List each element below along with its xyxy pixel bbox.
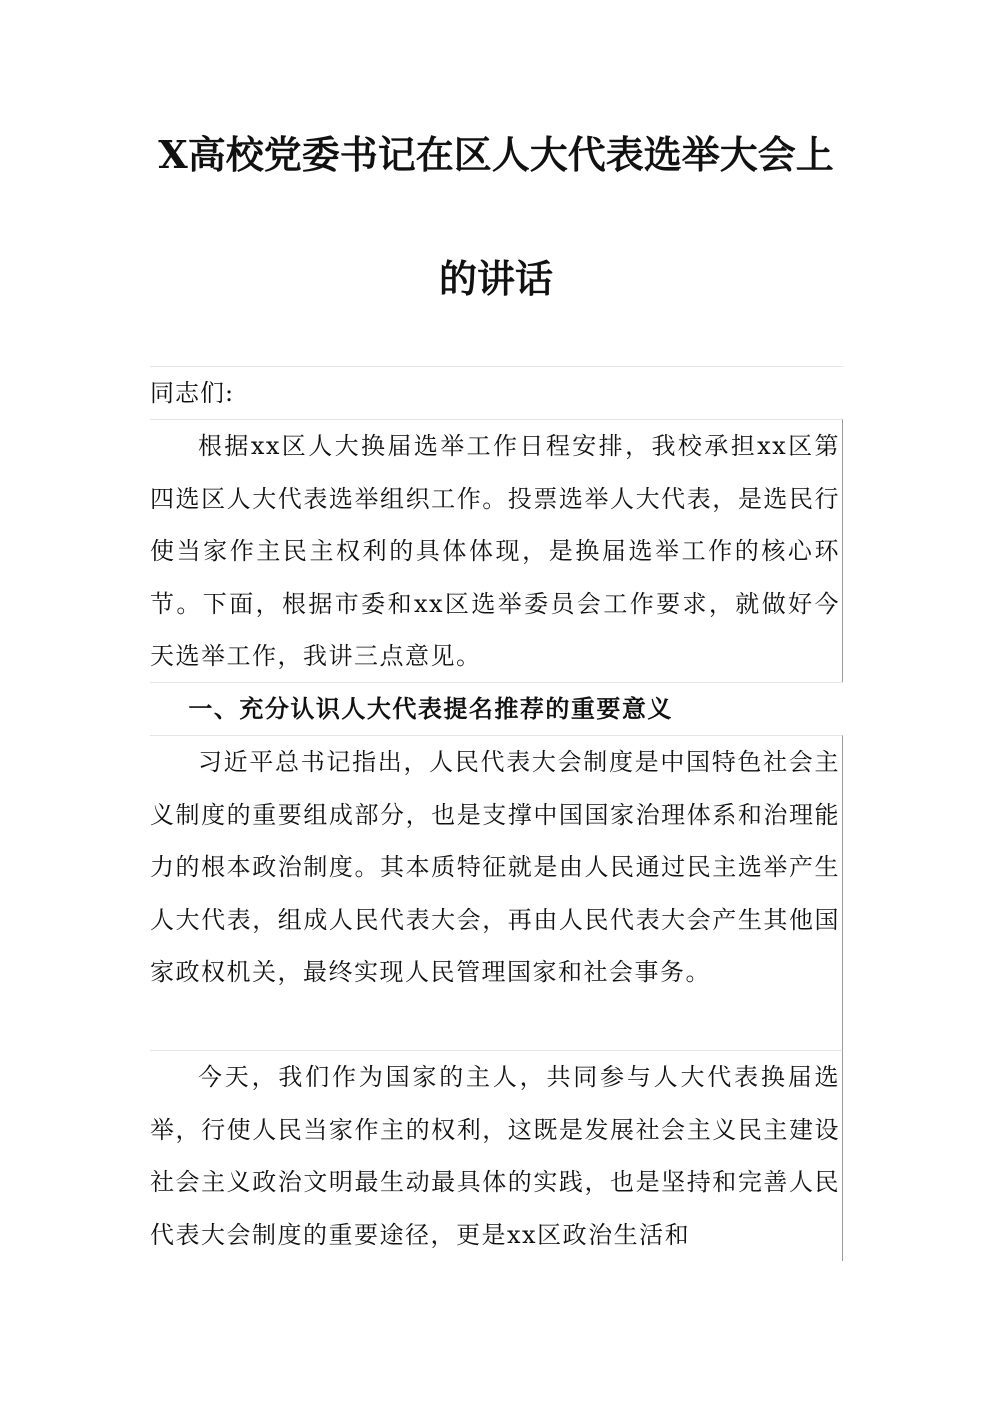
salutation: 同志们: (150, 366, 843, 419)
document-title-line-1: X高校党委书记在区人大代表选举大会上 (158, 132, 834, 177)
intro-paragraph: 根据xx区人大换届选举工作日程安排，我校承担xx区第四选区人大代表选举组织工作。投票选举人大代表，是选民行使当家作主民主权利的具体体现，是换届选举工作的核心环节。下面，根据市委和xx区选举委员会工作要求，就做好今天选举工作，我讲三点意见。 (150, 419, 843, 682)
section-1-paragraph-2: 今天，我们作为国家的主人，共同参与人大代表换届选举，行使人民当家作主的权利，这既是发展社会主义民主建设社会主义政治文明最生动最具体的实践，也是坚持和完善人民代表大会制度的重要途径，更是xx区政治生活和 (150, 1050, 843, 1261)
document-body (150, 366, 843, 1261)
section-1-heading: 一、充分认识人大代表提名推荐的重要意义 (150, 682, 843, 735)
document-title-line-2: 的讲话 (438, 256, 553, 301)
section-1-paragraph-1: 习近平总书记指出，人民代表大会制度是中国特色社会主义制度的重要组成部分，也是支撑中国国家治理体系和治理能力的根本政治制度。其本质特征就是由人民通过民主选举产生人大代表，组成人民代表大会，再由人民代表大会产生其他国家政权机关，最终实现人民管理国家和社会事务。 (150, 735, 843, 1050)
